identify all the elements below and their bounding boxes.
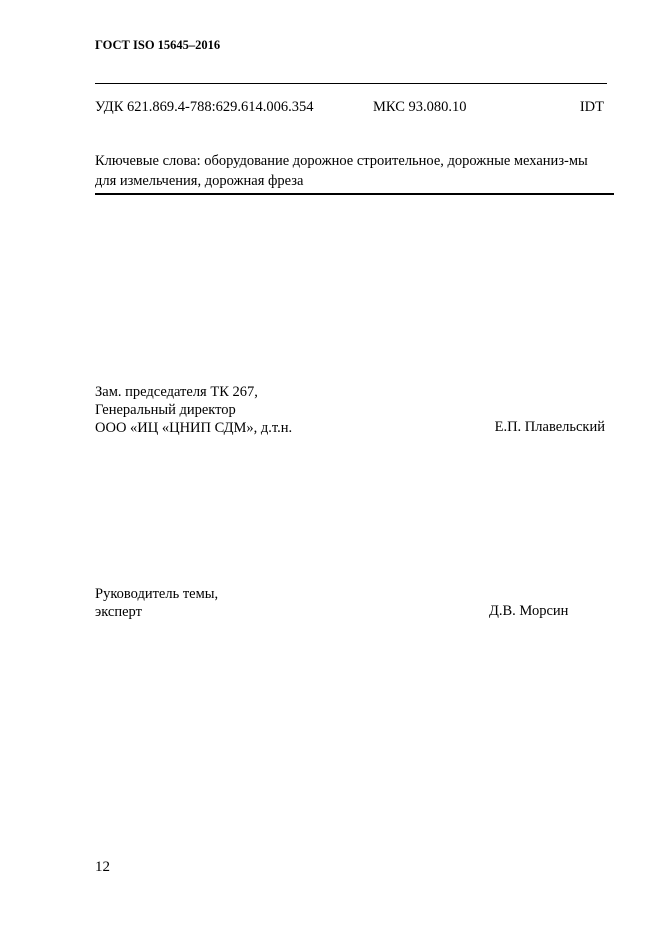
signatory-name-plavelsky: Е.П. Плавельский: [494, 419, 605, 435]
udc-code: УДК 621.869.4-788:629.614.006.354: [95, 99, 314, 115]
signature-line: эксперт: [95, 604, 142, 620]
mks-code: МКС 93.080.10: [373, 99, 467, 115]
top-divider: [95, 83, 607, 84]
keywords-paragraph: Ключевые слова: оборудование дорожное строительное, дорожные механиз-мы для измельчения, дорожная фреза: [95, 153, 588, 189]
classification-row: [95, 99, 604, 116]
bottom-divider: [95, 193, 614, 195]
signature-block-topic-lead: [95, 585, 218, 621]
signature-line: ООО «ИЦ «ЦНИП СДМ», д.т.н.: [95, 420, 293, 436]
signature-block-tc-chair: [95, 383, 292, 437]
signatory-name-morsin: Д.В. Морсин: [489, 603, 569, 619]
signature-line: Генеральный директор: [95, 402, 236, 418]
page-number: 12: [95, 859, 110, 875]
equivalence-degree: IDT: [579, 99, 604, 115]
signature-line: Зам. председателя ТК 267,: [95, 384, 258, 400]
signature-line: Руководитель темы,: [95, 586, 219, 602]
document-standard-code: ГОСТ ISO 15645–2016: [95, 38, 221, 52]
